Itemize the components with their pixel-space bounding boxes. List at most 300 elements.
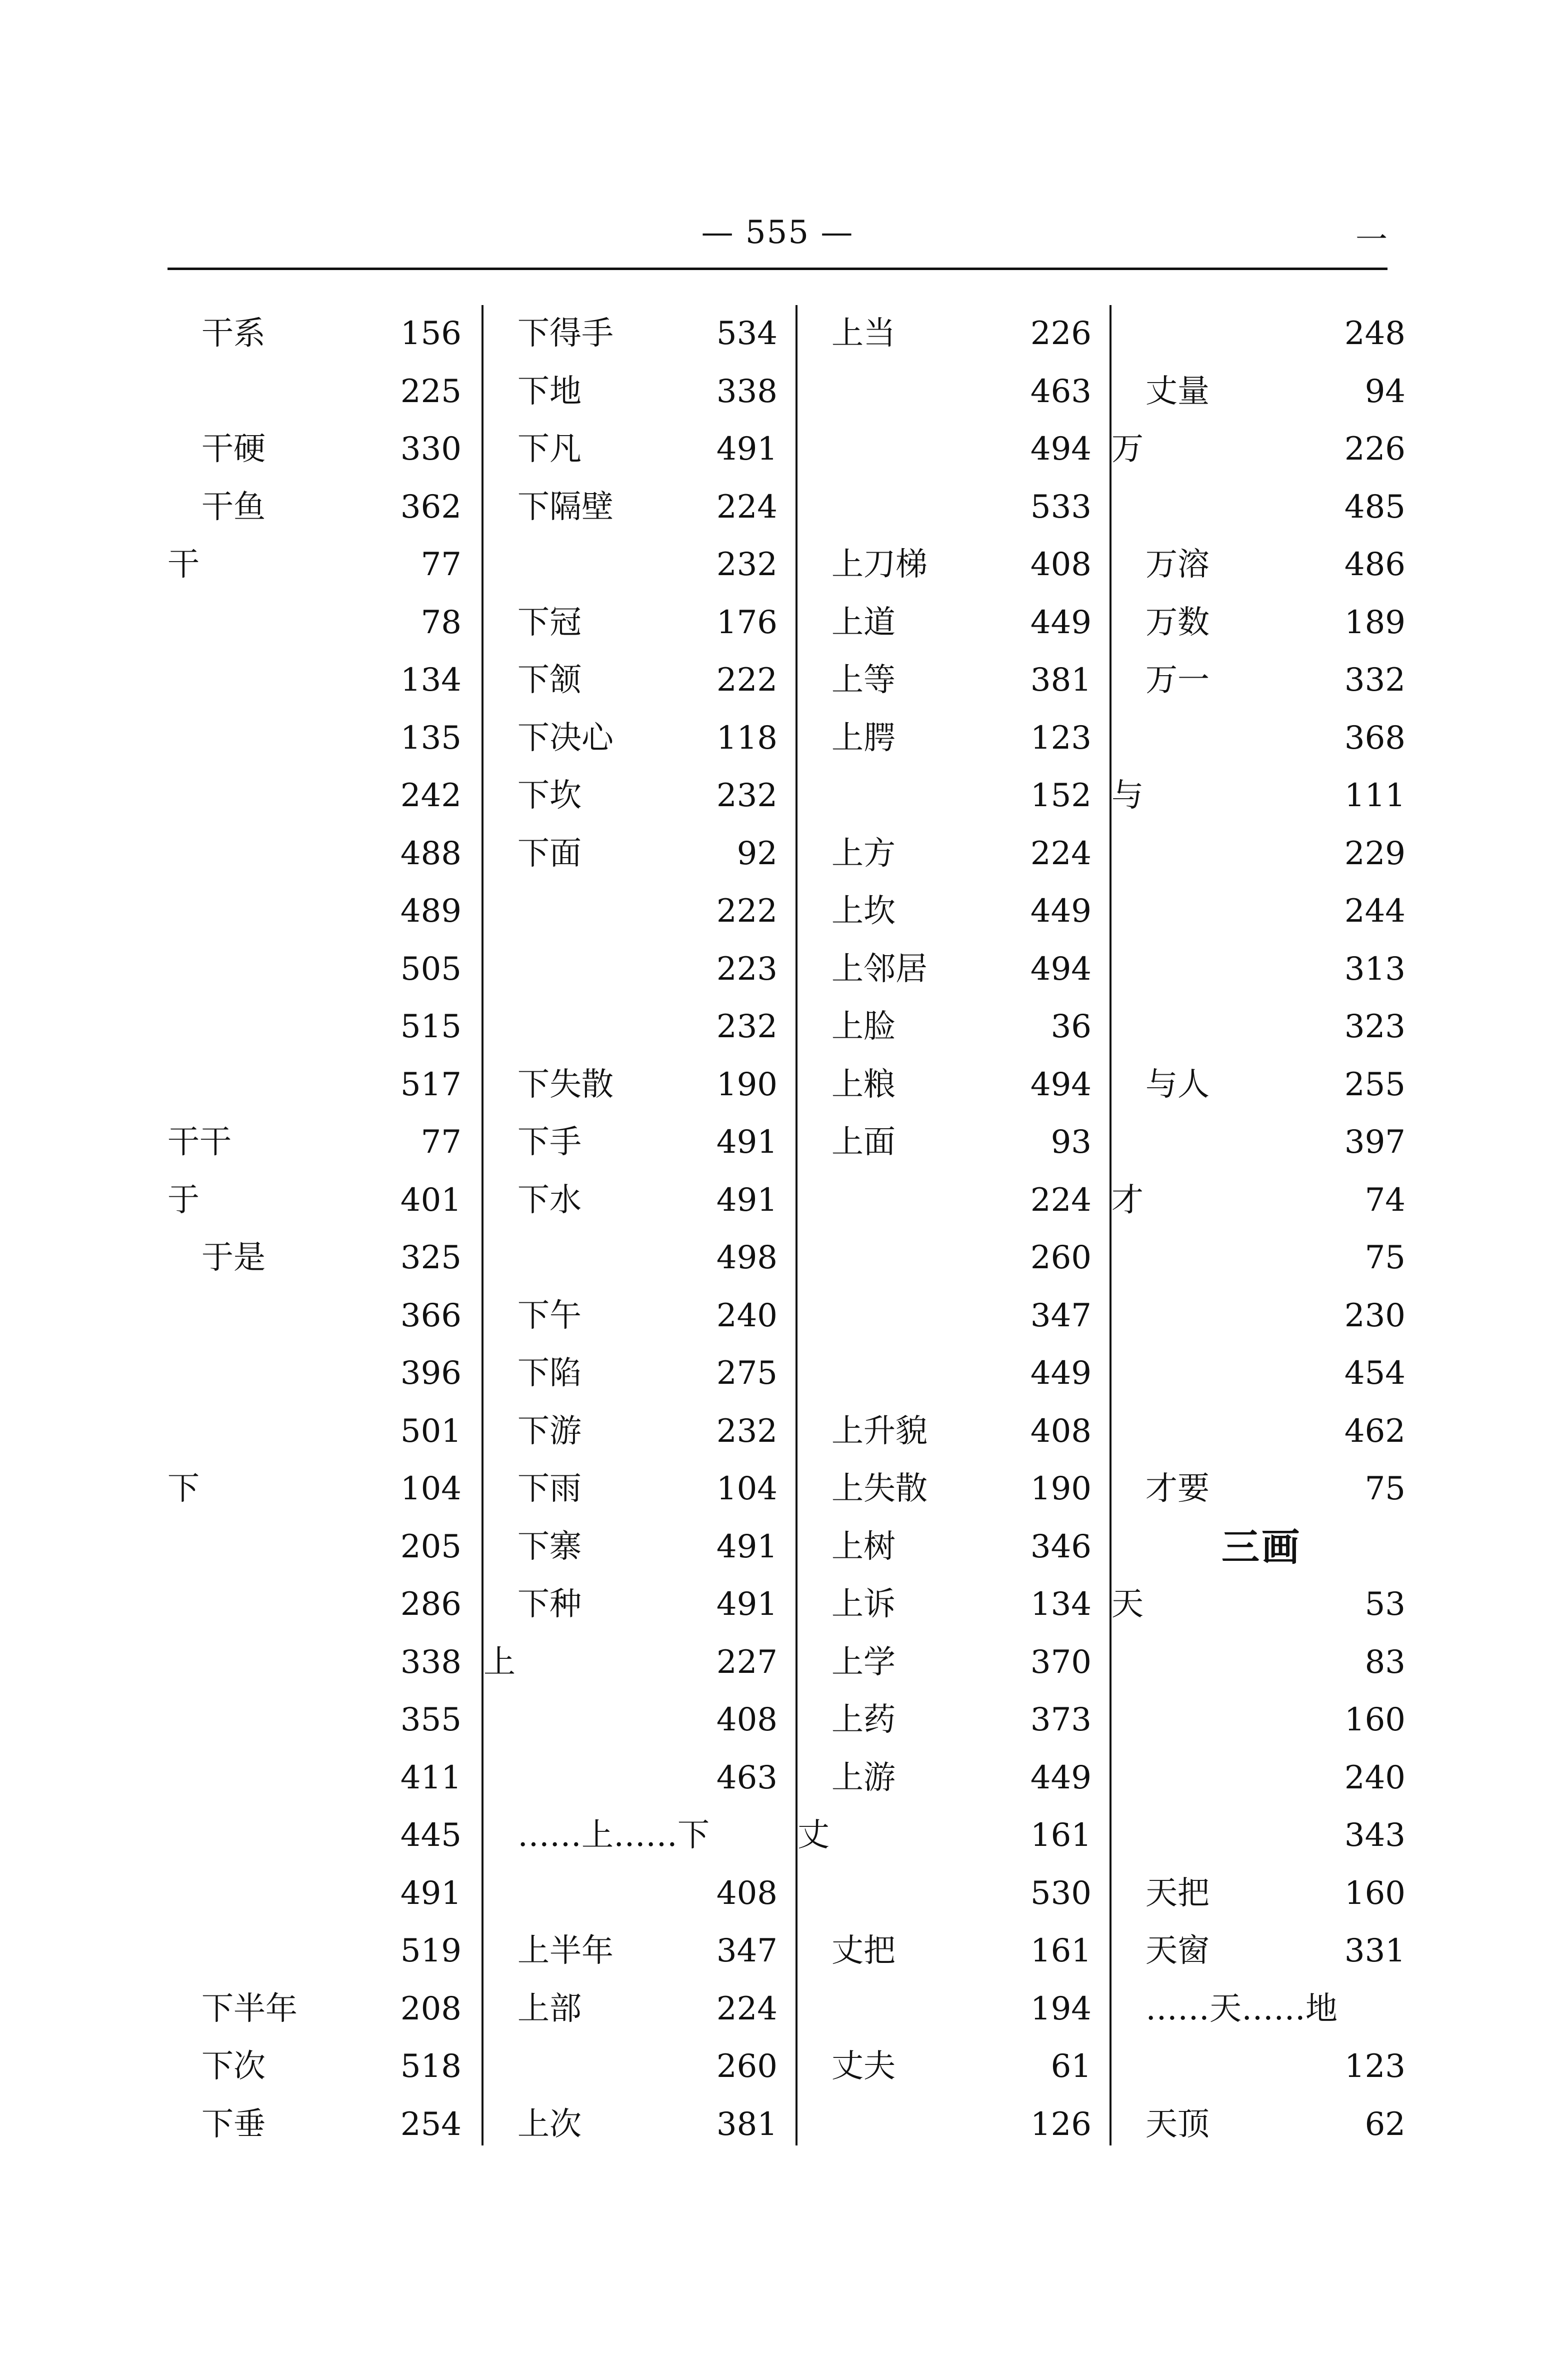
entry-term: ……上……下 <box>518 1817 710 1854</box>
index-entry <box>798 1403 1098 1461</box>
entry-page-number: 225 <box>400 373 462 410</box>
index-entry <box>168 1576 468 1634</box>
index-entry <box>484 2038 784 2096</box>
index-entry <box>168 2096 468 2154</box>
entry-term: 才要 <box>1146 1470 1210 1507</box>
entry-term: 下 <box>168 1470 200 1507</box>
index-entry <box>484 1634 784 1692</box>
index-entry <box>1112 2096 1412 2154</box>
index-entry <box>1112 710 1412 768</box>
entry-term: 下陷 <box>518 1355 582 1392</box>
index-entry <box>798 941 1098 999</box>
entry-term: 下冠 <box>518 604 582 641</box>
index-entry <box>484 479 784 537</box>
entry-page-number: 161 <box>1030 1932 1092 1969</box>
entry-page-number: 515 <box>400 1008 462 1045</box>
entry-page-number: 226 <box>1344 431 1406 468</box>
index-entry <box>484 1922 784 1980</box>
entry-term: 下坎 <box>518 777 582 814</box>
entry-term: 丈量 <box>1146 373 1210 410</box>
entry-term: 上粮 <box>832 1066 896 1103</box>
entry-page-number: 338 <box>400 1643 462 1681</box>
index-entry <box>1112 1229 1412 1287</box>
entry-term: 天顶 <box>1146 2105 1210 2143</box>
entry-term: 万数 <box>1146 604 1210 641</box>
index-entry <box>484 1460 784 1518</box>
entry-page-number: 93 <box>1050 1124 1092 1161</box>
entry-page-number: 194 <box>1030 1990 1092 2027</box>
entry-page-number: 518 <box>400 2048 462 2085</box>
entry-page-number: 454 <box>1344 1355 1406 1392</box>
entry-page-number: 83 <box>1364 1643 1406 1681</box>
index-entry <box>1112 1460 1412 1518</box>
entry-page-number: 223 <box>716 950 778 988</box>
index-entry <box>168 1287 468 1345</box>
entry-page-number: 255 <box>1344 1066 1406 1103</box>
index-entry <box>168 1172 468 1230</box>
index-entry <box>168 1980 468 2038</box>
entry-page-number: 323 <box>1344 1008 1406 1045</box>
entry-term: 下失散 <box>518 1066 614 1103</box>
index-entry <box>484 1287 784 1345</box>
entry-page-number: 118 <box>716 719 778 757</box>
index-entry <box>484 1576 784 1634</box>
index-entry <box>168 536 468 594</box>
entry-page-number: 346 <box>1030 1528 1092 1565</box>
index-entry <box>484 2096 784 2154</box>
index-entry <box>168 594 468 652</box>
entry-term: 天窗 <box>1146 1932 1210 1969</box>
entry-page-number: 77 <box>420 1124 462 1161</box>
index-entry <box>168 941 468 999</box>
entry-page-number: 104 <box>716 1470 778 1507</box>
index-entry <box>798 1980 1098 2038</box>
index-entry <box>798 1634 1098 1692</box>
entry-page-number: 491 <box>400 1874 462 1912</box>
entry-term: 丈把 <box>832 1932 896 1969</box>
entry-page-number: 123 <box>1344 2048 1406 2085</box>
index-entry <box>1112 1576 1412 1634</box>
index-entry <box>798 2096 1098 2154</box>
entry-page-number: 519 <box>400 1932 462 1969</box>
entry-page-number: 489 <box>400 893 462 930</box>
index-entry <box>1112 421 1412 479</box>
entry-term: 下水 <box>518 1181 582 1219</box>
entry-page-number: 449 <box>1030 1355 1092 1392</box>
entry-page-number: 78 <box>420 604 462 641</box>
entry-page-number: 332 <box>1344 662 1406 699</box>
entry-term: 上药 <box>832 1701 896 1738</box>
entry-term: 下颔 <box>518 662 582 699</box>
entry-term: 于是 <box>202 1239 266 1276</box>
index-entry <box>798 825 1098 883</box>
index-entry <box>484 1114 784 1172</box>
entry-term: 下隔壁 <box>518 488 614 526</box>
index-entry <box>1112 479 1412 537</box>
index-entry <box>168 825 468 883</box>
index-entry <box>168 998 468 1056</box>
index-entry <box>168 421 468 479</box>
index-entry <box>798 652 1098 710</box>
entry-page-number: 381 <box>1030 662 1092 699</box>
entry-page-number: 505 <box>400 950 462 988</box>
entry-page-number: 408 <box>1030 1412 1092 1450</box>
index-entry <box>1112 1980 1412 2038</box>
entry-term: ……天……地 <box>1146 1990 1338 2027</box>
entry-term: 上次 <box>518 2105 582 2143</box>
entry-page-number: 463 <box>716 1759 778 1796</box>
index-entry <box>484 1229 784 1287</box>
entry-page-number: 494 <box>1030 1066 1092 1103</box>
index-entry <box>798 1691 1098 1749</box>
entry-page-number: 224 <box>716 1990 778 2027</box>
entry-page-number: 232 <box>716 1008 778 1045</box>
entry-page-number: 161 <box>1030 1817 1092 1854</box>
entry-term: 上诉 <box>832 1586 896 1623</box>
entry-page-number: 135 <box>400 719 462 757</box>
entry-term: 上失散 <box>832 1470 928 1507</box>
index-entry <box>798 1807 1098 1865</box>
entry-page-number: 485 <box>1344 488 1406 526</box>
index-entry <box>168 305 468 363</box>
entry-page-number: 77 <box>420 546 462 583</box>
entry-page-number: 134 <box>400 662 462 699</box>
entry-term: 上升貌 <box>832 1412 928 1450</box>
entry-page-number: 111 <box>1344 777 1406 814</box>
index-entry <box>1112 1056 1412 1114</box>
entry-page-number: 240 <box>716 1297 778 1334</box>
index-entry <box>798 1865 1098 1923</box>
entry-page-number: 260 <box>1030 1239 1092 1276</box>
entry-page-number: 74 <box>1364 1181 1406 1219</box>
index-entry <box>484 1865 784 1923</box>
index-entry <box>168 1345 468 1403</box>
index-entry <box>168 767 468 825</box>
entry-term: 下雨 <box>518 1470 582 1507</box>
entry-page-number: 449 <box>1030 1759 1092 1796</box>
entry-page-number: 244 <box>1344 893 1406 930</box>
index-entry <box>1112 1518 1412 1576</box>
entry-term: 上树 <box>832 1528 896 1565</box>
index-entry <box>1112 1634 1412 1692</box>
index-entry <box>484 1403 784 1461</box>
index-entry <box>484 363 784 421</box>
entry-page-number: 401 <box>400 1181 462 1219</box>
index-entry <box>168 1749 468 1807</box>
entry-page-number: 75 <box>1364 1470 1406 1507</box>
index-entry <box>1112 1865 1412 1923</box>
entry-page-number: 176 <box>716 604 778 641</box>
entry-page-number: 229 <box>1344 835 1406 872</box>
entry-term: 与人 <box>1146 1066 1210 1103</box>
index-entry <box>168 363 468 421</box>
entry-page-number: 189 <box>1344 604 1406 641</box>
index-entry <box>168 1691 468 1749</box>
index-entry <box>168 1460 468 1518</box>
entry-page-number: 160 <box>1344 1874 1406 1912</box>
index-entry <box>798 594 1098 652</box>
index-entry <box>798 536 1098 594</box>
entry-page-number: 205 <box>400 1528 462 1565</box>
index-entry <box>798 363 1098 421</box>
entry-term: 下午 <box>518 1297 582 1334</box>
entry-page-number: 408 <box>716 1701 778 1738</box>
entry-term: 上腭 <box>832 719 896 757</box>
entry-page-number: 226 <box>1030 315 1092 352</box>
entry-page-number: 491 <box>716 1528 778 1565</box>
entry-page-number: 134 <box>1030 1586 1092 1623</box>
entry-page-number: 224 <box>716 488 778 526</box>
entry-page-number: 224 <box>1030 835 1092 872</box>
entry-page-number: 62 <box>1364 2105 1406 2143</box>
entry-page-number: 240 <box>1344 1759 1406 1796</box>
index-entry <box>168 652 468 710</box>
index-entry <box>168 1922 468 1980</box>
entry-term: 上部 <box>518 1990 582 2027</box>
entry-term: 上 <box>484 1643 516 1681</box>
index-entry <box>484 941 784 999</box>
index-entry <box>1112 1172 1412 1230</box>
entry-page-number: 449 <box>1030 604 1092 641</box>
index-entry <box>484 1056 784 1114</box>
entry-page-number: 222 <box>716 893 778 930</box>
entry-page-number: 411 <box>400 1759 462 1796</box>
page-header <box>168 205 1388 265</box>
entry-page-number: 534 <box>716 315 778 352</box>
entry-page-number: 491 <box>716 431 778 468</box>
entry-page-number: 156 <box>400 315 462 352</box>
entry-page-number: 347 <box>716 1932 778 1969</box>
entry-page-number: 338 <box>716 373 778 410</box>
entry-term: 与 <box>1112 777 1144 814</box>
entry-page-number: 53 <box>1364 1586 1406 1623</box>
entry-term: 上等 <box>832 662 896 699</box>
index-entry <box>168 1229 468 1287</box>
entry-term: 下凡 <box>518 431 582 468</box>
index-entry <box>484 594 784 652</box>
index-entry <box>484 1749 784 1807</box>
index-entry <box>168 1634 468 1692</box>
entry-term: 上道 <box>832 604 896 641</box>
entry-page-number: 449 <box>1030 893 1092 930</box>
entry-page-number: 396 <box>400 1355 462 1392</box>
entry-page-number: 232 <box>716 1412 778 1450</box>
entry-page-number: 381 <box>716 2105 778 2143</box>
entry-page-number: 286 <box>400 1586 462 1623</box>
index-entry <box>1112 1114 1412 1172</box>
entry-page-number: 152 <box>1030 777 1092 814</box>
entry-term: 下游 <box>518 1412 582 1450</box>
entry-term: 下手 <box>518 1124 582 1161</box>
entry-page-number: 242 <box>400 777 462 814</box>
header-rule <box>168 268 1388 270</box>
index-entry <box>798 1749 1098 1807</box>
entry-page-number: 104 <box>400 1470 462 1507</box>
index-entry <box>168 1518 468 1576</box>
entry-page-number: 463 <box>1030 373 1092 410</box>
entry-page-number: 355 <box>400 1701 462 1738</box>
index-entry <box>1112 2038 1412 2096</box>
entry-page-number: 462 <box>1344 1412 1406 1450</box>
index-entry <box>1112 1345 1412 1403</box>
index-column-4 <box>1110 305 1412 2145</box>
index-column-2 <box>482 305 784 2145</box>
entry-term: 天 <box>1112 1586 1144 1623</box>
entry-page-number: 190 <box>716 1066 778 1103</box>
index-entry <box>798 305 1098 363</box>
index-column-1 <box>168 305 468 2145</box>
entry-page-number: 368 <box>1344 719 1406 757</box>
index-entry <box>484 1518 784 1576</box>
entry-term: 万 <box>1112 431 1144 468</box>
index-entry <box>798 1345 1098 1403</box>
index-entry <box>1112 883 1412 941</box>
entry-page-number: 224 <box>1030 1181 1092 1219</box>
entry-page-number: 94 <box>1364 373 1406 410</box>
entry-page-number: 362 <box>400 488 462 526</box>
index-entry <box>1112 1807 1412 1865</box>
entry-page-number: 325 <box>400 1239 462 1276</box>
entry-page-number: 498 <box>716 1239 778 1276</box>
entry-page-number: 494 <box>1030 431 1092 468</box>
entry-term: 上刀梯 <box>832 546 928 583</box>
entry-term: 下决心 <box>518 719 614 757</box>
entry-page-number: 517 <box>400 1066 462 1103</box>
index-entry <box>168 1403 468 1461</box>
entry-term: 下得手 <box>518 315 614 352</box>
index-entry <box>484 998 784 1056</box>
index-columns <box>168 305 1406 2155</box>
entry-term: 下半年 <box>202 1990 298 2027</box>
entry-term: 下面 <box>518 835 582 872</box>
index-entry <box>484 652 784 710</box>
index-entry <box>484 825 784 883</box>
entry-term: 下寨 <box>518 1528 582 1565</box>
entry-page-number: 75 <box>1364 1239 1406 1276</box>
entry-page-number: 126 <box>1030 2105 1092 2143</box>
index-entry <box>798 479 1098 537</box>
index-entry <box>484 883 784 941</box>
index-entry <box>484 767 784 825</box>
index-entry <box>798 1056 1098 1114</box>
entry-term: 干干 <box>168 1124 232 1161</box>
page-number: — 555 — <box>701 214 854 251</box>
entry-page-number: 491 <box>716 1181 778 1219</box>
entry-term: 干 <box>168 546 200 583</box>
entry-term: 才 <box>1112 1181 1144 1219</box>
entry-page-number: 533 <box>1030 488 1092 526</box>
index-entry <box>1112 363 1412 421</box>
entry-page-number: 445 <box>400 1817 462 1854</box>
entry-page-number: 61 <box>1050 2048 1092 2085</box>
entry-term: 万溶 <box>1146 546 1210 583</box>
index-entry <box>798 1922 1098 1980</box>
index-entry <box>484 305 784 363</box>
entry-page-number: 408 <box>716 1874 778 1912</box>
entry-term: 干系 <box>202 315 266 352</box>
entry-page-number: 190 <box>1030 1470 1092 1507</box>
entry-page-number: 408 <box>1030 546 1092 583</box>
index-entry <box>168 883 468 941</box>
entry-term: 干鱼 <box>202 488 266 526</box>
index-entry <box>168 1807 468 1865</box>
entry-page-number: 222 <box>716 662 778 699</box>
index-entry <box>798 1460 1098 1518</box>
index-entry <box>1112 1691 1412 1749</box>
entry-term: 下地 <box>518 373 582 410</box>
entry-term: 上学 <box>832 1643 896 1681</box>
entry-page-number: 160 <box>1344 1701 1406 1738</box>
entry-page-number: 530 <box>1030 1874 1092 1912</box>
entry-page-number: 331 <box>1344 1932 1406 1969</box>
index-entry <box>798 1518 1098 1576</box>
entry-page-number: 488 <box>400 835 462 872</box>
index-entry <box>1112 652 1412 710</box>
entry-page-number: 373 <box>1030 1701 1092 1738</box>
index-entry <box>168 1865 468 1923</box>
entry-page-number: 494 <box>1030 950 1092 988</box>
entry-term: 上邻居 <box>832 950 928 988</box>
entry-term: 上坎 <box>832 893 896 930</box>
entry-term: 干硬 <box>202 431 266 468</box>
index-entry <box>1112 825 1412 883</box>
entry-page-number: 227 <box>716 1643 778 1681</box>
index-entry <box>1112 1922 1412 1980</box>
entry-term: 上面 <box>832 1124 896 1161</box>
index-column-3 <box>796 305 1098 2145</box>
entry-page-number: 501 <box>400 1412 462 1450</box>
entry-page-number: 491 <box>716 1124 778 1161</box>
entry-page-number: 491 <box>716 1586 778 1623</box>
index-entry <box>168 1114 468 1172</box>
entry-page-number: 343 <box>1344 1817 1406 1854</box>
index-entry <box>798 883 1098 941</box>
index-entry <box>1112 1403 1412 1461</box>
entry-term: 上当 <box>832 315 896 352</box>
index-entry <box>1112 536 1412 594</box>
index-entry <box>798 998 1098 1056</box>
index-entry <box>484 1980 784 2038</box>
entry-term: 上游 <box>832 1759 896 1796</box>
entry-page-number: 230 <box>1344 1297 1406 1334</box>
entry-term: 下次 <box>202 2048 266 2085</box>
entry-page-number: 208 <box>400 1990 462 2027</box>
index-entry <box>798 421 1098 479</box>
index-entry <box>484 1807 784 1865</box>
entry-page-number: 275 <box>716 1355 778 1392</box>
index-entry <box>798 767 1098 825</box>
index-entry <box>484 1345 784 1403</box>
entry-page-number: 232 <box>716 546 778 583</box>
index-entry <box>798 1229 1098 1287</box>
index-entry <box>1112 767 1412 825</box>
index-entry <box>168 2038 468 2096</box>
index-entry <box>1112 1749 1412 1807</box>
index-entry <box>798 1172 1098 1230</box>
entry-page-number: 36 <box>1050 1008 1092 1045</box>
entry-page-number: 232 <box>716 777 778 814</box>
index-entry <box>1112 594 1412 652</box>
index-entry <box>1112 1287 1412 1345</box>
entry-term: 下垂 <box>202 2105 266 2143</box>
index-entry <box>484 1172 784 1230</box>
entry-term: 万一 <box>1146 662 1210 699</box>
entry-page-number: 248 <box>1344 315 1406 352</box>
entry-page-number: 347 <box>1030 1297 1092 1334</box>
entry-page-number: 260 <box>716 2048 778 2085</box>
entry-term: 上脸 <box>832 1008 896 1045</box>
index-entry <box>1112 305 1412 363</box>
